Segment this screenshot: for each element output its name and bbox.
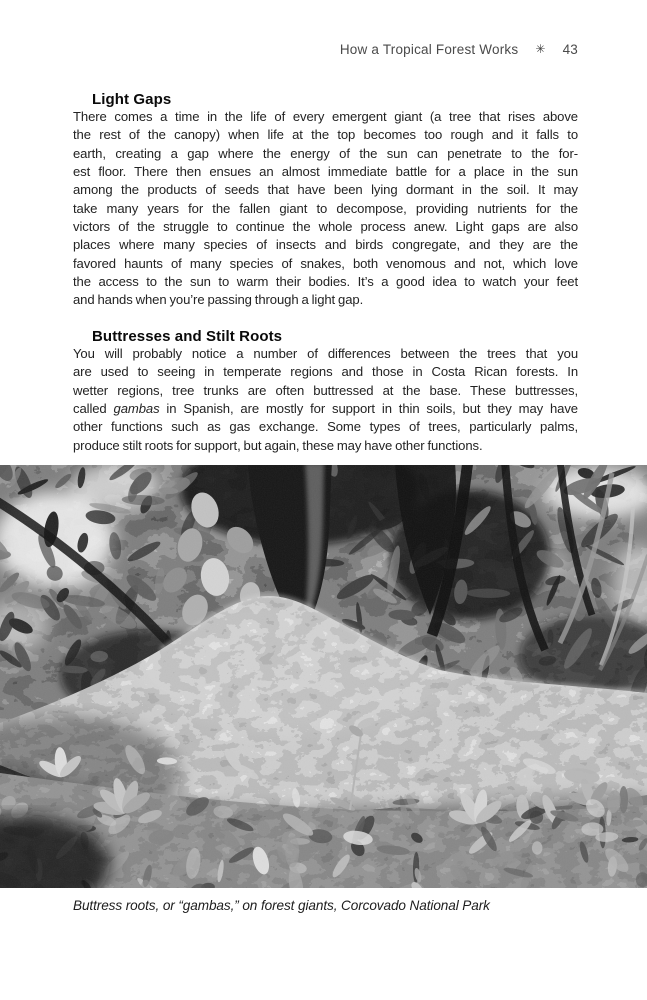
asterisk-ornament-icon: ✳ (535, 42, 546, 56)
text-line: wetter regions, tree trunks are often buttressed at the base. These buttresses, (73, 382, 578, 398)
buttress-roots-photo (0, 465, 647, 888)
text-line: among the products of seeds that have been lying dormant in the soil. It may (73, 182, 578, 198)
running-title: How a Tropical Forest Works (339, 42, 519, 57)
text-line: places where many species of insects and birds congregate, and they are the (73, 237, 578, 253)
text-line: victors of the struggle to continue the whole process anew. Light gaps are also (73, 219, 578, 235)
section-heading-buttresses: Buttresses and Stilt Roots (92, 328, 283, 345)
photo-caption: Buttress roots, or “gambas,” on forest giants, Corcovado National Park (73, 898, 490, 913)
film-grain (0, 465, 647, 888)
text-line: est floor. There then ensues an almost immediate battle for a place in the sun (73, 164, 578, 180)
italic-term-gambas: gambas (113, 401, 160, 417)
text-line: are used to seeing in temperate regions and those in Costa Rican forests. In (73, 364, 578, 380)
running-head (73, 42, 578, 57)
text-line: the access to the sun to warm their bodies. It’s a good idea to watch your feet (73, 274, 578, 290)
section-heading-light-gaps: Light Gaps (92, 91, 172, 108)
text-line: earth, creating a gap where the energy of the sun can penetrate to the for- (73, 145, 578, 161)
text-line: favored haunts of many species of snakes, both venomous and not, which love (73, 255, 578, 271)
text-line: There comes a time in the life of every emergent giant (a tree that rises above (73, 109, 578, 124)
text-line: produce stilt roots for support, but again, these may have other functions. (73, 437, 483, 453)
text-line: and hands when you’re passing through a light gap. (73, 292, 364, 308)
page-number: 43 (562, 42, 578, 57)
text-line (73, 400, 578, 418)
text-segment: called (73, 401, 114, 417)
paragraph-buttresses (73, 345, 578, 455)
text-segment: in Spanish, are mostly for support in thin soils, but they may have (159, 401, 578, 417)
text-line: take many years for the fallen giant to decompose, providing nutrients for the (73, 200, 578, 216)
paragraph-light-gaps (73, 108, 578, 310)
text-line: the rest of the canopy) when life at the top becomes too rough and it falls to (73, 127, 578, 143)
figure-buttress-roots (0, 465, 647, 888)
text-line: You will probably notice a number of differences between the trees that you (73, 346, 578, 361)
text-line: other functions such as gas exchange. Some types of trees, particularly palms, (73, 419, 578, 435)
